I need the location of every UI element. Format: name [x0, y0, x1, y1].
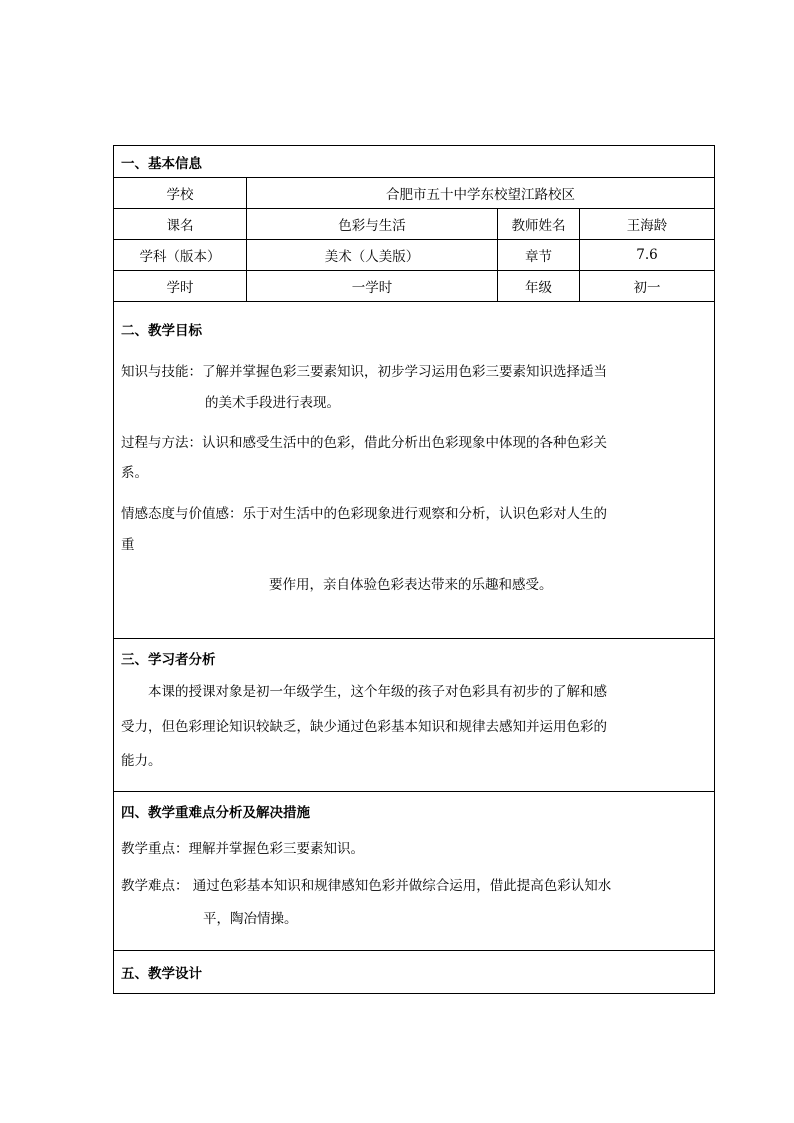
info-row-course: [114, 209, 715, 240]
label-course: 课名: [114, 209, 247, 240]
value-teacher: 王海龄: [580, 209, 715, 240]
section-title: 四、教学重难点分析及解决措施: [121, 805, 310, 821]
section-teaching-goals: [114, 302, 715, 639]
section-title: 二、教学目标: [121, 323, 202, 339]
learner-analysis-line3: 能力。: [121, 753, 162, 769]
goal-knowledge-line2: 的美术手段进行表现。: [205, 395, 340, 411]
value-grade: 初一: [580, 271, 715, 302]
section-title: 一、基本信息: [121, 155, 202, 172]
info-row-hours: [114, 271, 715, 302]
label-chapter: 章节: [498, 240, 580, 271]
lesson-plan-table: [113, 145, 715, 994]
difficult-point-line1: 教学难点： 通过色彩基本知识和规律感知色彩并做综合运用，借此提高色彩认知水: [121, 878, 612, 894]
info-row-school: [114, 178, 715, 209]
label-subject: 学科（版本）: [114, 240, 247, 271]
section-basic-info-header: [114, 146, 715, 178]
section-title: 五、教学设计: [121, 966, 202, 982]
value-school: 合肥市五十中学东校望江路校区: [247, 178, 715, 209]
label-school: 学校: [114, 178, 247, 209]
difficult-point-line2: 平，陶冶情操。: [203, 911, 298, 927]
section-key-difficult-points: [114, 792, 715, 951]
goal-process-line1: 过程与方法：认识和感受生活中的色彩，借此分析出色彩现象中体现的各种色彩关: [121, 435, 607, 451]
value-subject: 美术（人美版）: [247, 240, 498, 271]
label-teacher: 教师姓名: [498, 209, 580, 240]
label-grade: 年级: [498, 271, 580, 302]
goal-emotion-line2: 重: [121, 537, 135, 553]
key-point-line: 教学重点：理解并掌握色彩三要素知识。: [121, 841, 364, 857]
lesson-plan-document: [113, 145, 714, 994]
goal-process-line2: 系。: [121, 465, 148, 481]
goal-knowledge-line1: 知识与技能：了解并掌握色彩三要素知识，初步学习运用色彩三要素知识选择适当: [121, 364, 607, 380]
value-course: 色彩与生活: [247, 209, 498, 240]
section-teaching-design: [114, 951, 715, 994]
section-learner-analysis: [114, 639, 715, 792]
value-hours: 一学时: [247, 271, 498, 302]
learner-analysis-line1: 本课的授课对象是初一年级学生，这个年级的孩子对色彩具有初步的了解和感: [148, 684, 607, 700]
section-title: 三、学习者分析: [121, 652, 216, 668]
info-row-subject: [114, 240, 715, 271]
learner-analysis-line2: 受力，但色彩理论知识较缺乏，缺少通过色彩基本知识和规律去感知并运用色彩的: [121, 719, 607, 735]
value-chapter: 7.6: [580, 240, 715, 271]
label-hours: 学时: [114, 271, 247, 302]
goal-emotion-line1: 情感态度与价值感：乐于对生活中的色彩现象进行观察和分析，认识色彩对人生的: [121, 506, 607, 522]
goal-emotion-line3: 要作用，亲自体验色彩表达带来的乐趣和感受。: [269, 577, 553, 593]
